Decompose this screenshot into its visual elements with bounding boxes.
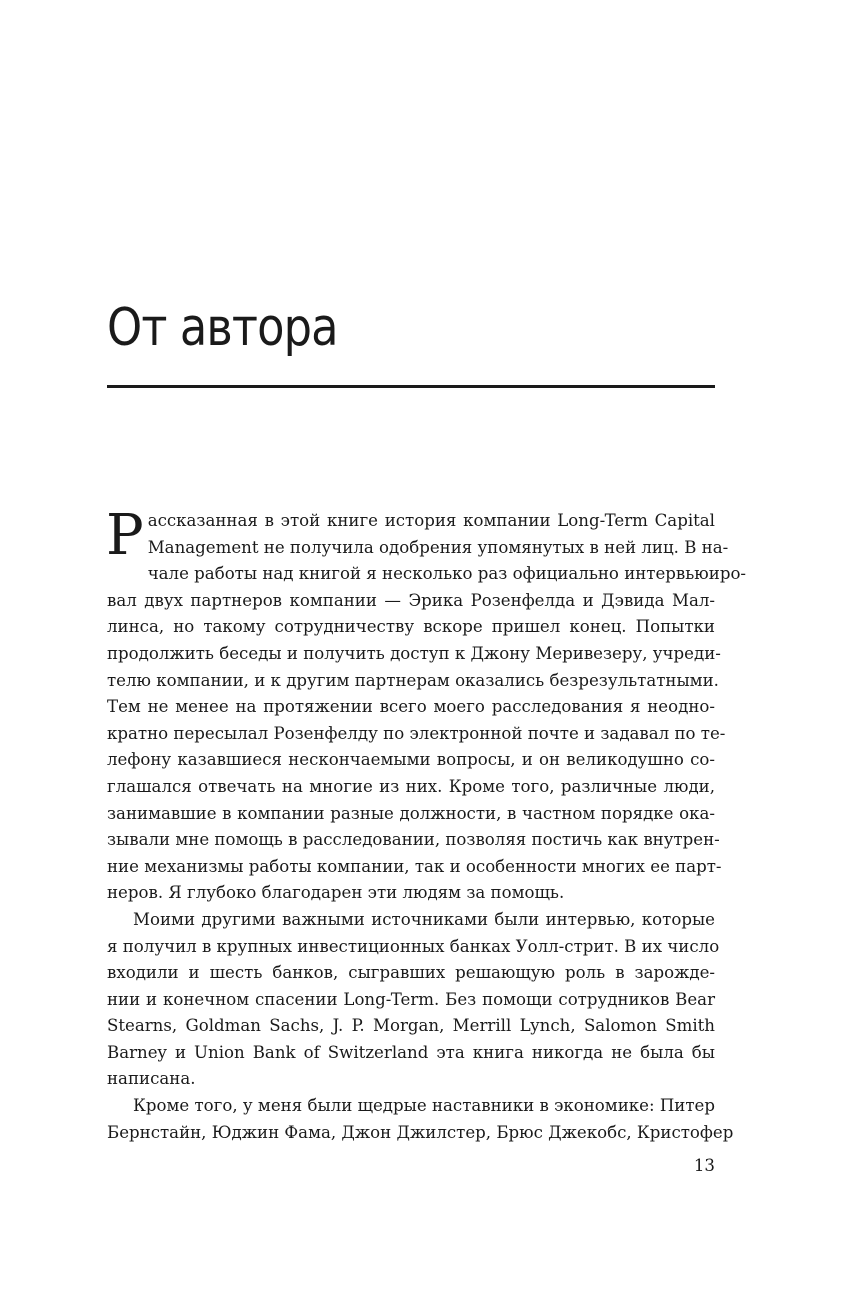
text-line: ние механизмы работы компании, так и особенности многих ее парт- xyxy=(107,856,722,876)
text-line: Management не получила одобрения упомянутых в ней лиц. В на- xyxy=(147,537,729,557)
chapter-title: От автора xyxy=(107,298,338,358)
text-line: продолжить беседы и получить доступ к Джону Меривезеру, учреди- xyxy=(107,643,721,663)
text-line: чале работы над книгой я несколько раз официально интервьюиро- xyxy=(147,564,747,584)
paragraph xyxy=(106,503,747,907)
text-line: глашался отвечать на многие из них. Кроме того, различные люди, xyxy=(107,776,715,796)
text-line: Кроме того, у меня были щедрые наставники в экономике: Питер xyxy=(133,1096,715,1116)
title-rule xyxy=(107,385,715,388)
text-line: Бернстайн, Юджин Фама, Джон Джилстер, Брюс Джекобс, Кристофер xyxy=(107,1122,734,1142)
text-line: входили и шесть банков, сыгравших решающую роль в зарожде- xyxy=(107,963,715,983)
text-line: неров. Я глубоко благодарен эти людям за помощь. xyxy=(107,883,565,903)
text-line: кратно пересылал Розенфелду по электронной почте и задавал по те- xyxy=(107,723,726,743)
text-line: Stearns, Goldman Sachs, J. P. Morgan, Merrill Lynch, Salomon Smith xyxy=(107,1016,715,1036)
text-line: занимавшие в компании разные должности, в частном порядке ока- xyxy=(107,803,715,823)
drop-cap: Р xyxy=(106,503,144,568)
text-line: линса, но такому сотрудничеству вскоре пришел конец. Попытки xyxy=(107,617,715,637)
text-line: нии и конечном спасении Long-Term. Без помощи сотрудников Bear xyxy=(107,989,715,1009)
text-line: вал двух партнеров компании — Эрика Розенфелда и Дэвида Мал- xyxy=(107,590,715,610)
text-line: Barney и Union Bank of Switzerland эта книга никогда не была бы xyxy=(107,1042,715,1062)
text-line: ассказанная в этой книге история компании Long-Term Capital xyxy=(147,511,715,530)
paragraph xyxy=(107,907,720,1093)
text-line: Тем не менее на протяжении всего моего расследования я неодно- xyxy=(107,697,715,717)
text-line: лефону казавшиеся нескончаемыми вопросы, и он великодушно со- xyxy=(107,750,715,770)
page-number: 13 xyxy=(693,1156,715,1175)
text-line: Моими другими важными источниками были интервью, которые xyxy=(133,909,715,929)
text-line: я получил в крупных инвестиционных банках Уолл-стрит. В их число xyxy=(107,936,720,956)
text-line: телю компании, и к другим партнерам оказались безрезультатными. xyxy=(107,670,719,690)
text-line: зывали мне помощь в расследовании, позволяя постичь как внутрен- xyxy=(107,830,720,850)
body-text xyxy=(106,503,747,1146)
text-line: написана. xyxy=(107,1069,196,1089)
paragraph xyxy=(107,1093,734,1146)
